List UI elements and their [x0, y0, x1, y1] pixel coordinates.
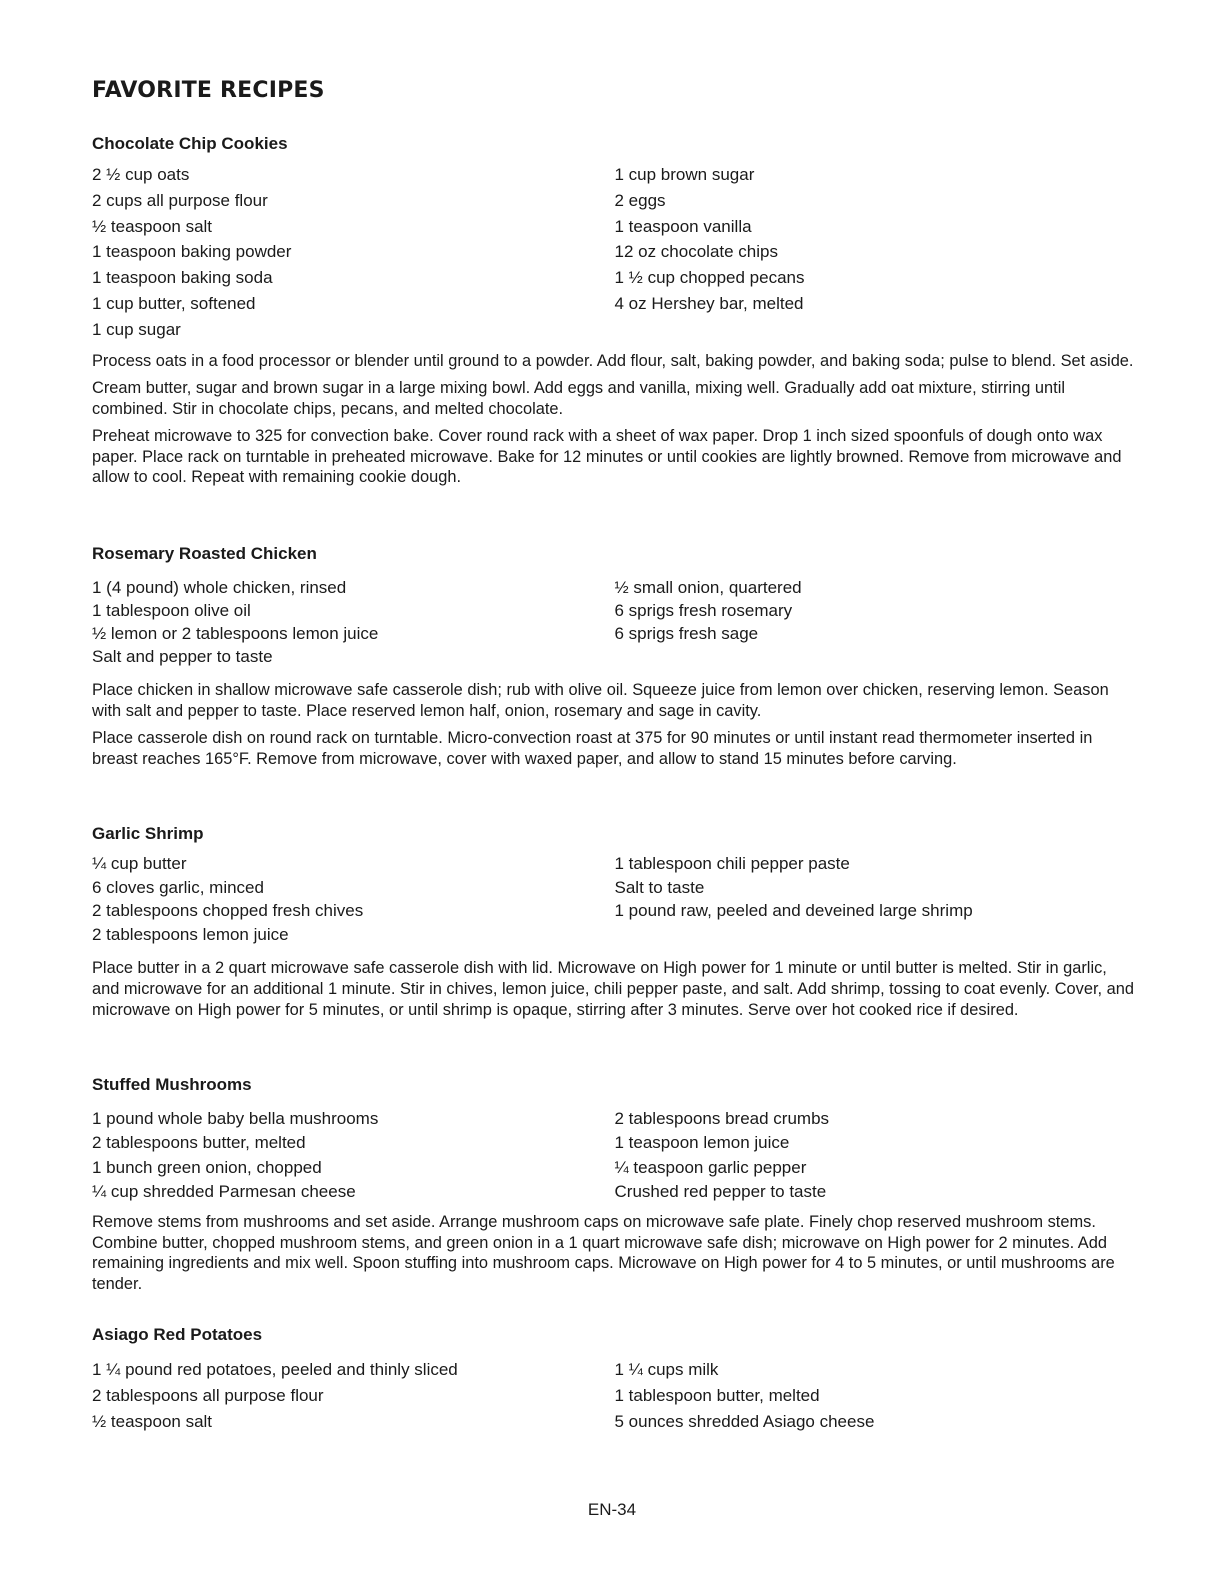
page-number: EN-34 [587, 1500, 637, 1519]
direction-paragraph: Cream butter, sugar and brown sugar in a large mixing bowl. Add eggs and vanilla, mixing well. Gradually add oat mixture, stirring until combined. Stir in chocolate chips, pecans, and melted chocolate. [92, 379, 1066, 418]
direction-paragraph: Preheat microwave to 325 for convection bake. Cover round rack with a sheet of wax paper. Drop 1 inch sized spoonfuls of dough onto wax paper. Place rack on turntable in preheated microwave. Bake for 12 minutes or until cookies are lightly browned. Remove from microwave and allow to cool. Repeat with remaining cookie dough. [92, 427, 1122, 487]
ingredient: 5 ounces shredded Asiago cheese [614, 1411, 875, 1431]
recipe-page [92, 78, 1137, 1431]
ingredients-right-column [615, 1357, 1138, 1434]
ingredient: 1 ¼ cups milk [614, 1360, 719, 1379]
recipe-directions [92, 958, 1137, 1021]
ingredients-list [92, 1357, 1137, 1434]
ingredients-left-column [92, 576, 615, 668]
ingredients-left-column [92, 852, 615, 946]
ingredient: Salt and pepper to taste [92, 647, 273, 666]
recipe-directions [92, 1212, 1137, 1294]
recipe-title: Garlic Shrimp [92, 824, 204, 843]
recipe-directions [92, 680, 1137, 769]
ingredient: 1 teaspoon vanilla [614, 216, 752, 236]
direction-paragraph: Place casserole dish on round rack on turntable. Micro-convection roast at 375 for 90 minutes or until instant read thermometer inserted in breast reaches 165°F. Remove from microwave, cover with waxed paper, and allow to stand 15 minutes before carving. [92, 729, 1093, 768]
ingredient: 1 tablespoon olive oil [92, 601, 251, 620]
ingredient: ¼ cup butter [92, 854, 187, 873]
ingredient: 2 tablespoons all purpose flour [92, 1385, 324, 1405]
ingredient: 1 teaspoon baking powder [92, 242, 292, 262]
ingredient: 1 cup brown sugar [614, 165, 755, 184]
ingredient: 2 eggs [614, 190, 666, 210]
ingredients-left-column [92, 1357, 615, 1434]
recipe-garlic-shrimp [92, 824, 1137, 1028]
ingredient: Crushed red pepper to taste [614, 1181, 827, 1201]
ingredient: Salt to taste [614, 877, 705, 897]
ingredient: 12 oz chocolate chips [614, 242, 778, 262]
ingredient: ½ teaspoon salt [92, 1411, 213, 1431]
recipe-chocolate-chip-cookies [92, 134, 1137, 495]
ingredient: 1 pound whole baby bella mushrooms [92, 1109, 379, 1128]
recipe-stuffed-mushrooms [92, 1075, 1137, 1301]
ingredient: 1 teaspoon lemon juice [614, 1133, 790, 1153]
recipe-title: Chocolate Chip Cookies [92, 134, 288, 153]
ingredient: 1 ¼ pound red potatoes, peeled and thinly sliced [92, 1360, 458, 1379]
direction-paragraph: Place butter in a 2 quart microwave safe casserole dish with lid. Microwave on High power for 1 minute or until butter is melted. Stir in garlic, and microwave for an additional 1 minute. Stir in chives, lemon juice, chili pepper paste, and salt. Add shrimp, tossing to coat evenly. Cover, and microwave on High power for 5 minutes, or until shrimp is opaque, stirring after 3 minutes. Serve over hot cooked rice if desired. [92, 959, 1134, 1019]
ingredients-list [92, 576, 1137, 668]
ingredient: ¼ cup shredded Parmesan cheese [92, 1181, 356, 1201]
ingredient: 1 tablespoon butter, melted [614, 1385, 820, 1405]
ingredient: 1 pound raw, peeled and deveined large shrimp [614, 901, 973, 920]
ingredient: 1 tablespoon chili pepper paste [614, 854, 850, 873]
ingredient: 4 oz Hershey bar, melted [614, 293, 804, 313]
ingredients-list [92, 852, 1137, 946]
ingredient: 6 sprigs fresh rosemary [614, 601, 793, 620]
ingredients-left-column [92, 162, 615, 343]
ingredients-list [92, 162, 1137, 343]
ingredient: 1 cup butter, softened [92, 293, 256, 313]
ingredients-left-column [92, 1107, 615, 1204]
ingredient: ½ lemon or 2 tablespoons lemon juice [92, 624, 379, 643]
ingredient: 1 (4 pound) whole chicken, rinsed [92, 578, 347, 597]
ingredient: 1 ½ cup chopped pecans [614, 268, 805, 288]
ingredients-right-column [615, 1107, 1138, 1204]
ingredient: 2 tablespoons lemon juice [92, 924, 289, 944]
ingredient: 2 tablespoons bread crumbs [614, 1109, 830, 1128]
ingredient: 1 teaspoon baking soda [92, 268, 273, 288]
ingredient: ½ small onion, quartered [614, 578, 802, 597]
ingredients-right-column [615, 852, 1138, 946]
ingredient: 6 cloves garlic, minced [92, 877, 264, 897]
ingredient: ½ teaspoon salt [92, 216, 213, 236]
ingredient: 2 ½ cup oats [92, 165, 190, 184]
page-title: FAVORITE RECIPES [92, 78, 325, 103]
ingredients-list [92, 1107, 1137, 1204]
ingredient: 6 sprigs fresh sage [614, 624, 759, 643]
recipe-directions [92, 351, 1137, 488]
direction-paragraph: Process oats in a food processor or blender until ground to a powder. Add flour, salt, baking powder, and baking soda; pulse to blend. Set aside. [92, 351, 1134, 370]
ingredient: 2 tablespoons chopped fresh chives [92, 901, 364, 920]
ingredient: 1 bunch green onion, chopped [92, 1157, 322, 1177]
ingredients-right-column [615, 162, 1138, 343]
recipe-title: Rosemary Roasted Chicken [92, 544, 317, 563]
recipe-title: Stuffed Mushrooms [92, 1075, 252, 1094]
recipe-title: Asiago Red Potatoes [92, 1325, 263, 1344]
ingredient: 2 tablespoons butter, melted [92, 1133, 306, 1153]
ingredient: 1 cup sugar [92, 319, 181, 339]
ingredients-right-column [615, 576, 1138, 668]
direction-paragraph: Remove stems from mushrooms and set aside. Arrange mushroom caps on microwave safe plate. Finely chop reserved mushroom stems. Combine butter, chopped mushroom stems, and green onion in a 1 quart microwave safe dish; microwave on High power for 2 minutes. Add remaining ingredients and mix well. Spoon stuffing into mushroom caps. Microwave on High power for 4 to 5 minutes, or until mushrooms are tender. [92, 1213, 1115, 1293]
ingredient: ¼ teaspoon garlic pepper [614, 1157, 807, 1177]
recipe-rosemary-roasted-chicken [92, 544, 1137, 776]
recipe-asiago-red-potatoes [92, 1325, 1137, 1434]
ingredient: 2 cups all purpose flour [92, 190, 268, 210]
direction-paragraph: Place chicken in shallow microwave safe casserole dish; rub with olive oil. Squeeze juice from lemon over chicken, reserving lemon. Season with salt and pepper to taste. Place reserved lemon half, onion, rosemary and sage in cavity. [92, 681, 1109, 720]
